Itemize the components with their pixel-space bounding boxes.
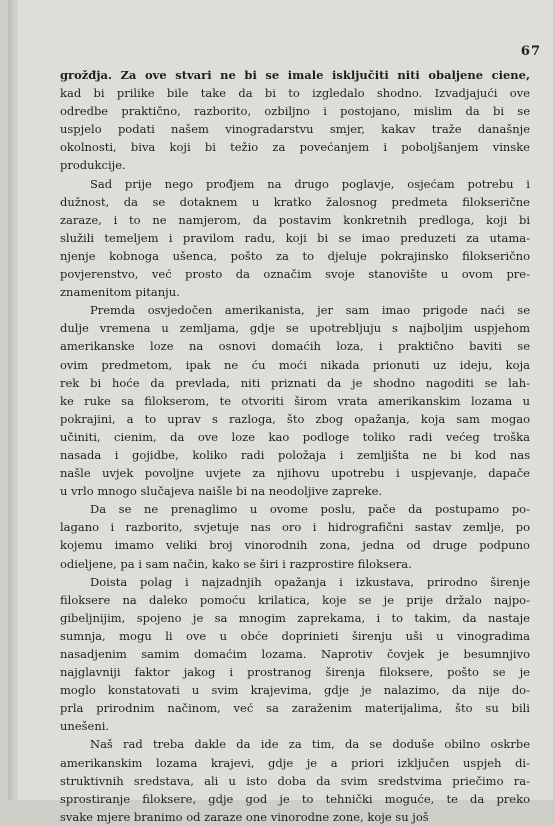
paragraph bbox=[60, 573, 530, 736]
page-number: 67 bbox=[520, 44, 541, 59]
body-text bbox=[60, 66, 530, 826]
text-line: struktivnih sredstava, ali u isto doba da svim sredstvima priečimo ra- bbox=[60, 773, 530, 788]
text-line: svake mjere branimo od zaraze one vinorodne zone, koje su još bbox=[60, 809, 429, 824]
text-line: sumnja, mogu li ove u obće doprinieti širenju uši u vinogradima bbox=[60, 628, 530, 643]
text-line: grožđja. Za ove stvari ne bi se imale isključiti niti obaljene ciene, bbox=[60, 68, 530, 82]
text-line: gibeljnijim, spojeno je sa mnogim zaprekama, i to takim, da nastaje bbox=[60, 610, 530, 625]
paragraph bbox=[60, 301, 530, 500]
text-line: rek bi hoće da prevlada, niti priznati da je shodno nagoditi se lah- bbox=[60, 375, 530, 390]
text-line: zaraze, i to ne namjerom, da postavim konkretnih predloga, koji bi bbox=[60, 212, 530, 227]
text-line: učiniti, cienim, da ove loze kao podloge toliko radi većeg troška bbox=[60, 429, 530, 444]
text-line: povjerenstvo, već prosto da označim svoje stanovište u ovom pre- bbox=[60, 267, 530, 282]
text-line: Naš rad treba dakle da ide za tim, da se doduše obilno oskrbe bbox=[90, 737, 530, 752]
text-line: amerikanske loze na osnovi domaćih loza, i praktično baviti se bbox=[60, 339, 530, 354]
text-line: Doista polag i najzadnjih opažanja i izkustava, prirodno širenje bbox=[90, 574, 530, 589]
text-line: filoksere na daleko pomoću krilatica, koje se je prije držalo najpo- bbox=[60, 592, 530, 607]
text-line: znamenitom pitanju. bbox=[60, 285, 180, 300]
text-line: odieljene, pa i sam način, kako se širi i razprostire filoksera. bbox=[60, 556, 412, 571]
text-line: služili temeljem i pravilom radu, koji bi se imao preduzeti za utama- bbox=[60, 230, 530, 245]
text-line: ke ruke sa filokserom, te otvoriti širom vrata amerikanskim lozama u bbox=[60, 393, 530, 408]
text-line: unešeni. bbox=[60, 719, 110, 734]
text-line: okolnosti, biva koji bi težio za povećanjem i poboljšanjem vinske bbox=[60, 140, 530, 155]
text-line: prla prirodnim načinom, već sa zaraženim materijalima, što su bili bbox=[60, 701, 530, 716]
text-line: našle uvjek povoljne uvjete za njihovu upotrebu i uspjevanje, dapače bbox=[60, 466, 530, 481]
text-line: kad bi prilike bile take da bi to izgledalo shodno. Izvadjajući ove bbox=[60, 86, 530, 101]
text-line: lagano i razborito, svjetuje nas oro i hidrografični sastav zemlje, po bbox=[60, 520, 530, 535]
text-line: sprostiranje filoksere, gdje god je to tehnički moguće, te da preko bbox=[60, 791, 530, 806]
book-page bbox=[8, 0, 553, 824]
text-line: njenje kobnoga ušenca, pošto za to djeluje pokrajinsko filokserično bbox=[60, 248, 530, 263]
paragraph bbox=[60, 735, 530, 825]
text-line: Sad prije nego prođjem na drugo poglavje, osjećam potrebu i bbox=[90, 176, 530, 191]
text-line: Premda osvjedočen amerikanista, jer sam imao prigode naći se bbox=[90, 303, 530, 318]
paragraph bbox=[60, 175, 530, 302]
paragraph bbox=[60, 500, 530, 572]
paragraph bbox=[60, 66, 530, 175]
text-line: u vrlo mnogo slučajeva naišle bi na neodoljive zapreke. bbox=[60, 484, 383, 499]
page-binding-edge bbox=[8, 0, 18, 800]
text-line: pokrajini, a to uprav s razloga, što zbog opažanja, koja sam mogao bbox=[60, 411, 530, 426]
text-line: uspjelo podati našem vinogradarstvu smjer, kakav traže današnje bbox=[60, 122, 530, 137]
text-line: amerikanskim lozama krajevi, gdje je a priori izključen uspjeh di- bbox=[60, 755, 530, 770]
text-line: kojemu imamo veliki broj vinorodnih zona, jedna od druge podpuno bbox=[60, 538, 530, 553]
text-line: produkcije. bbox=[60, 158, 126, 173]
text-line: ovim predmetom, ipak ne ću moći nikada prionuti uz ideju, koja bbox=[60, 357, 530, 372]
text-line: dulje vremena u zemljama, gdje se upotrebljuju s najboljim uspjehom bbox=[60, 321, 530, 336]
text-line: nasada i gojidbe, koliko radi položaja i zemljišta ne bi kod nas bbox=[60, 447, 530, 462]
text-line: moglo konstatovati u svim krajevima, gdje je nalazimo, da nije do- bbox=[60, 683, 530, 698]
text-line: dužnost, da se dotaknem u kratko žalosnog predmeta filokserične bbox=[60, 194, 530, 209]
text-line: nasadjenim samim domaćim lozama. Naprotiv čovjek je besumnjivo bbox=[60, 647, 530, 661]
text-line: odredbe praktično, razborito, ozbiljno i postojano, mislim da bi se bbox=[60, 104, 530, 119]
text-line: Da se ne prenaglimo u ovome poslu, pače da postupamo po- bbox=[90, 502, 530, 517]
text-line: najglavniji faktor jakog i prostranog širenja filoksere, pošto se je bbox=[60, 665, 530, 680]
